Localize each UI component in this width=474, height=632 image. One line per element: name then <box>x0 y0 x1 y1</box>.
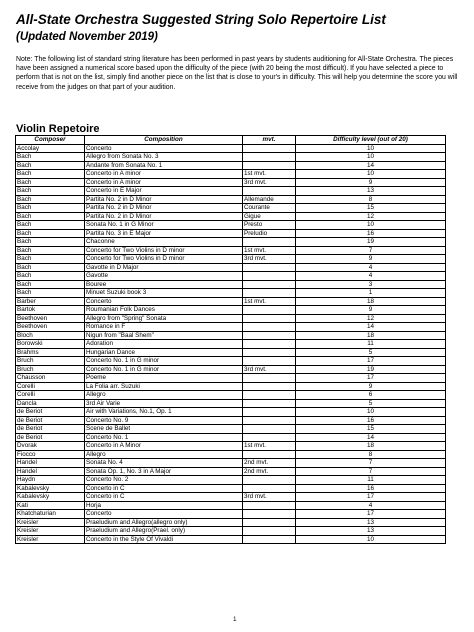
cell-composer: Beethoven <box>16 323 85 332</box>
cell-mvt: 3rd mvt. <box>243 178 296 187</box>
cell-mvt: 2nd mvt. <box>243 459 296 468</box>
cell-composition: Chaconne <box>85 238 243 247</box>
cell-mvt <box>243 280 296 289</box>
cell-composition: Horja <box>85 501 243 510</box>
cell-composer: Kreisler <box>16 527 85 536</box>
table-body <box>16 144 446 544</box>
cell-composer: Dancla <box>16 399 85 408</box>
cell-composition: Concerto No. 2 <box>85 476 243 485</box>
cell-difficulty: 18 <box>296 442 446 451</box>
cell-difficulty: 8 <box>296 195 446 204</box>
header-mvt: mvt. <box>243 136 296 145</box>
table-row <box>16 348 446 357</box>
cell-composition: Concerto in E Major <box>85 187 243 196</box>
table-row <box>16 229 446 238</box>
cell-composition: Nigun from "Baal Shem" <box>85 331 243 340</box>
table-row <box>16 272 446 281</box>
cell-composer: Khatchaturian <box>16 510 85 519</box>
cell-difficulty: 5 <box>296 399 446 408</box>
cell-difficulty: 10 <box>296 408 446 417</box>
section-title: Violin Repetoire <box>16 123 100 135</box>
cell-difficulty: 4 <box>296 263 446 272</box>
cell-mvt: 1st mvt. <box>243 170 296 179</box>
cell-difficulty: 11 <box>296 340 446 349</box>
cell-composer: Kabalevsky <box>16 484 85 493</box>
document-title: All-State Orchestra Suggested String Solo Repertoire List <box>16 12 386 27</box>
cell-composer: Bach <box>16 255 85 264</box>
cell-composition: Concerto <box>85 297 243 306</box>
cell-composition: Partita No. 2 in D Minor <box>85 212 243 221</box>
cell-mvt <box>243 501 296 510</box>
cell-difficulty: 10 <box>296 170 446 179</box>
cell-difficulty: 15 <box>296 425 446 434</box>
cell-mvt: Courante <box>243 204 296 213</box>
cell-composer: Handel <box>16 459 85 468</box>
cell-mvt: 1st mvt. <box>243 246 296 255</box>
cell-composer: Bach <box>16 212 85 221</box>
cell-difficulty: 17 <box>296 493 446 502</box>
table-row <box>16 459 446 468</box>
table-row <box>16 510 446 519</box>
cell-composition: Partita No. 2 in D Minor <box>85 195 243 204</box>
table-row <box>16 212 446 221</box>
cell-composition: Air with Variations, No.1, Op. 1 <box>85 408 243 417</box>
cell-mvt <box>243 433 296 442</box>
cell-difficulty: 8 <box>296 450 446 459</box>
cell-composition: Praeludium and Allegro(allegro only) <box>85 518 243 527</box>
table-row <box>16 263 446 272</box>
cell-composer: Beethoven <box>16 314 85 323</box>
cell-composition: Andante from Sonata No. 1 <box>85 161 243 170</box>
cell-mvt: 1st mvt. <box>243 297 296 306</box>
cell-composer: Bruch <box>16 365 85 374</box>
cell-composition: Concerto No. 1 in G minor <box>85 357 243 366</box>
cell-composer: Barber <box>16 297 85 306</box>
cell-composition: Partita No. 2 in D Minor <box>85 204 243 213</box>
cell-composition: Sonata No. 4 <box>85 459 243 468</box>
cell-composer: Dvorak <box>16 442 85 451</box>
cell-mvt <box>243 425 296 434</box>
cell-composition: La Folia arr. Suzuki <box>85 382 243 391</box>
cell-difficulty: 9 <box>296 178 446 187</box>
cell-mvt <box>243 527 296 536</box>
cell-mvt: 3rd mvt. <box>243 365 296 374</box>
cell-composer: Bach <box>16 161 85 170</box>
cell-composer: Bach <box>16 289 85 298</box>
cell-mvt <box>243 161 296 170</box>
cell-difficulty: 13 <box>296 518 446 527</box>
cell-composition: Hungarian Dance <box>85 348 243 357</box>
cell-composer: Bartok <box>16 306 85 315</box>
cell-mvt <box>243 238 296 247</box>
cell-composition: Praeludium and Allegro(Prael. only) <box>85 527 243 536</box>
table-row <box>16 501 446 510</box>
table-row <box>16 399 446 408</box>
cell-mvt <box>243 314 296 323</box>
cell-composition: Gavotte <box>85 272 243 281</box>
cell-composition: Concerto <box>85 144 243 153</box>
table-row <box>16 340 446 349</box>
cell-mvt <box>243 518 296 527</box>
cell-difficulty: 16 <box>296 229 446 238</box>
cell-composer: Brahms <box>16 348 85 357</box>
cell-difficulty: 19 <box>296 238 446 247</box>
table-row <box>16 331 446 340</box>
cell-difficulty: 17 <box>296 357 446 366</box>
cell-composer: Accolay <box>16 144 85 153</box>
cell-composer: Kreisler <box>16 518 85 527</box>
table-row <box>16 170 446 179</box>
cell-difficulty: 16 <box>296 484 446 493</box>
cell-mvt <box>243 289 296 298</box>
cell-mvt: 2nd mvt. <box>243 467 296 476</box>
cell-difficulty: 10 <box>296 153 446 162</box>
cell-composer: Bach <box>16 238 85 247</box>
cell-mvt: Preludio <box>243 229 296 238</box>
cell-difficulty: 14 <box>296 161 446 170</box>
cell-difficulty: 9 <box>296 255 446 264</box>
cell-composer: Bach <box>16 195 85 204</box>
cell-composition: Gavotte in D Major <box>85 263 243 272</box>
cell-mvt: Presto <box>243 221 296 230</box>
cell-composer: Borowski <box>16 340 85 349</box>
cell-composition: 3rd Air Varie <box>85 399 243 408</box>
cell-composition: Sonata Op. 1, No. 3 in A Major <box>85 467 243 476</box>
cell-mvt <box>243 510 296 519</box>
cell-mvt: 3rd mvt. <box>243 493 296 502</box>
cell-composition: Concerto No. 9 <box>85 416 243 425</box>
cell-composer: Corelli <box>16 382 85 391</box>
cell-composition: Concerto <box>85 510 243 519</box>
table-header-row <box>16 136 446 145</box>
cell-composer: Bach <box>16 263 85 272</box>
cell-composition: Allegro from "Spring" Sonata <box>85 314 243 323</box>
cell-difficulty: 5 <box>296 348 446 357</box>
cell-composer: de Beriot <box>16 425 85 434</box>
cell-difficulty: 19 <box>296 365 446 374</box>
header-composition: Composition <box>85 136 243 145</box>
repertoire-table <box>15 135 446 544</box>
table-row <box>16 144 446 153</box>
table-row <box>16 391 446 400</box>
table-row <box>16 323 446 332</box>
cell-composer: Kabalevsky <box>16 493 85 502</box>
cell-mvt <box>243 187 296 196</box>
table-row <box>16 450 446 459</box>
cell-composer: de Beriot <box>16 433 85 442</box>
cell-composer: Bach <box>16 178 85 187</box>
cell-composition: Adoration <box>85 340 243 349</box>
cell-composition: Allegro from Sonata No. 3 <box>85 153 243 162</box>
cell-difficulty: 12 <box>296 314 446 323</box>
cell-composition: Partita No. 3 in E Major <box>85 229 243 238</box>
table-row <box>16 518 446 527</box>
cell-composition: Concerto in A Minor <box>85 442 243 451</box>
cell-composer: Bach <box>16 280 85 289</box>
cell-composer: Kati <box>16 501 85 510</box>
table-row <box>16 442 446 451</box>
cell-difficulty: 9 <box>296 382 446 391</box>
cell-composer: Bach <box>16 204 85 213</box>
cell-composer: de Beriot <box>16 416 85 425</box>
table-row <box>16 153 446 162</box>
cell-difficulty: 7 <box>296 246 446 255</box>
page-number: 1 <box>233 616 237 623</box>
table-row <box>16 467 446 476</box>
cell-difficulty: 1 <box>296 289 446 298</box>
cell-difficulty: 13 <box>296 527 446 536</box>
cell-mvt <box>243 323 296 332</box>
cell-mvt <box>243 535 296 544</box>
cell-difficulty: 12 <box>296 212 446 221</box>
table-row <box>16 527 446 536</box>
table-row <box>16 357 446 366</box>
cell-difficulty: 7 <box>296 467 446 476</box>
cell-composer: Handel <box>16 467 85 476</box>
cell-composition: Romance in F <box>85 323 243 332</box>
cell-composer: Bach <box>16 187 85 196</box>
cell-mvt <box>243 263 296 272</box>
cell-difficulty: 6 <box>296 391 446 400</box>
table-row <box>16 535 446 544</box>
cell-composition: Concerto for Two Violins in D minor <box>85 255 243 264</box>
table-row <box>16 493 446 502</box>
table-row <box>16 425 446 434</box>
cell-mvt: Gigue <box>243 212 296 221</box>
cell-composition: Scene de Ballet <box>85 425 243 434</box>
cell-mvt <box>243 331 296 340</box>
cell-composition: Roumanian Folk Dances <box>85 306 243 315</box>
table-row <box>16 280 446 289</box>
cell-mvt <box>243 348 296 357</box>
cell-composition: Sonata No. 1 in G Minor <box>85 221 243 230</box>
cell-composer: Chausson <box>16 374 85 383</box>
table-row <box>16 238 446 247</box>
cell-composition: Concerto in A minor <box>85 178 243 187</box>
cell-difficulty: 17 <box>296 510 446 519</box>
cell-composer: Corelli <box>16 391 85 400</box>
cell-composer: Bach <box>16 221 85 230</box>
cell-difficulty: 18 <box>296 297 446 306</box>
cell-composer: Bloch <box>16 331 85 340</box>
cell-composition: Concerto for Two Violins in D minor <box>85 246 243 255</box>
document-subtitle: (Updated November 2019) <box>16 31 158 43</box>
cell-difficulty: 10 <box>296 144 446 153</box>
cell-composition: Concerto in the Style Of Vivaldi <box>85 535 243 544</box>
cell-composition: Allegro <box>85 450 243 459</box>
cell-difficulty: 9 <box>296 306 446 315</box>
table-row <box>16 178 446 187</box>
header-difficulty: Difficulty level (out of 20) <box>296 136 446 145</box>
table-row <box>16 255 446 264</box>
cell-difficulty: 18 <box>296 331 446 340</box>
cell-mvt <box>243 144 296 153</box>
cell-difficulty: 11 <box>296 476 446 485</box>
intro-note: Note: The following list of standard string literature has been performed in past years by students auditioning for All-State Orchestra. The pieces have been assigned a numerical score based upon the difficulty of the piece (with 20 being the most difficult). If you have selected a piece to perform that is not on the list, simply find another piece on the list that is close to your's in difficulty. This will help you determine the score you will receive from the judges on that part of your audition. <box>16 56 458 91</box>
cell-composer: Fiocco <box>16 450 85 459</box>
table-row <box>16 297 446 306</box>
cell-difficulty: 16 <box>296 416 446 425</box>
table-row <box>16 314 446 323</box>
cell-composer: de Beriot <box>16 408 85 417</box>
table-row <box>16 289 446 298</box>
table-row <box>16 365 446 374</box>
table-row <box>16 204 446 213</box>
cell-mvt <box>243 399 296 408</box>
cell-composition: Allegro <box>85 391 243 400</box>
table-row <box>16 476 446 485</box>
cell-mvt: 3rd mvt. <box>243 255 296 264</box>
cell-mvt <box>243 416 296 425</box>
cell-mvt <box>243 382 296 391</box>
cell-difficulty: 14 <box>296 323 446 332</box>
cell-composition: Concerto in A minor <box>85 170 243 179</box>
cell-mvt <box>243 357 296 366</box>
table-row <box>16 161 446 170</box>
cell-mvt <box>243 306 296 315</box>
cell-mvt <box>243 391 296 400</box>
cell-composition: Concerto in C <box>85 493 243 502</box>
table-row <box>16 382 446 391</box>
table-row <box>16 408 446 417</box>
cell-mvt: Allemande <box>243 195 296 204</box>
cell-composition: Concerto in C <box>85 484 243 493</box>
cell-mvt <box>243 340 296 349</box>
cell-difficulty: 3 <box>296 280 446 289</box>
table-row <box>16 187 446 196</box>
table-row <box>16 246 446 255</box>
cell-composer: Bach <box>16 153 85 162</box>
cell-difficulty: 10 <box>296 535 446 544</box>
cell-composer: Bach <box>16 272 85 281</box>
table-row <box>16 306 446 315</box>
table-row <box>16 433 446 442</box>
table-row <box>16 416 446 425</box>
cell-composition: Minuet Suzuki book 3 <box>85 289 243 298</box>
cell-composition: Bouree <box>85 280 243 289</box>
table-row <box>16 484 446 493</box>
cell-mvt: 1st mvt. <box>243 442 296 451</box>
cell-composition: Concerto No. 1 <box>85 433 243 442</box>
cell-mvt <box>243 408 296 417</box>
cell-mvt <box>243 476 296 485</box>
cell-mvt <box>243 153 296 162</box>
cell-composer: Kreisler <box>16 535 85 544</box>
cell-mvt <box>243 450 296 459</box>
cell-difficulty: 7 <box>296 459 446 468</box>
cell-difficulty: 4 <box>296 272 446 281</box>
cell-difficulty: 14 <box>296 433 446 442</box>
cell-composer: Bach <box>16 170 85 179</box>
cell-composer: Haydn <box>16 476 85 485</box>
cell-difficulty: 4 <box>296 501 446 510</box>
table-row <box>16 195 446 204</box>
cell-composer: Bach <box>16 246 85 255</box>
cell-difficulty: 17 <box>296 374 446 383</box>
cell-mvt <box>243 272 296 281</box>
cell-difficulty: 10 <box>296 221 446 230</box>
cell-mvt <box>243 374 296 383</box>
cell-difficulty: 15 <box>296 204 446 213</box>
cell-difficulty: 13 <box>296 187 446 196</box>
cell-composition: Concerto No. 1 in G minor <box>85 365 243 374</box>
table-row <box>16 221 446 230</box>
header-composer: Composer <box>16 136 85 145</box>
cell-composition: Poeme <box>85 374 243 383</box>
cell-composer: Bruch <box>16 357 85 366</box>
cell-mvt <box>243 484 296 493</box>
table-row <box>16 374 446 383</box>
cell-composer: Bach <box>16 229 85 238</box>
